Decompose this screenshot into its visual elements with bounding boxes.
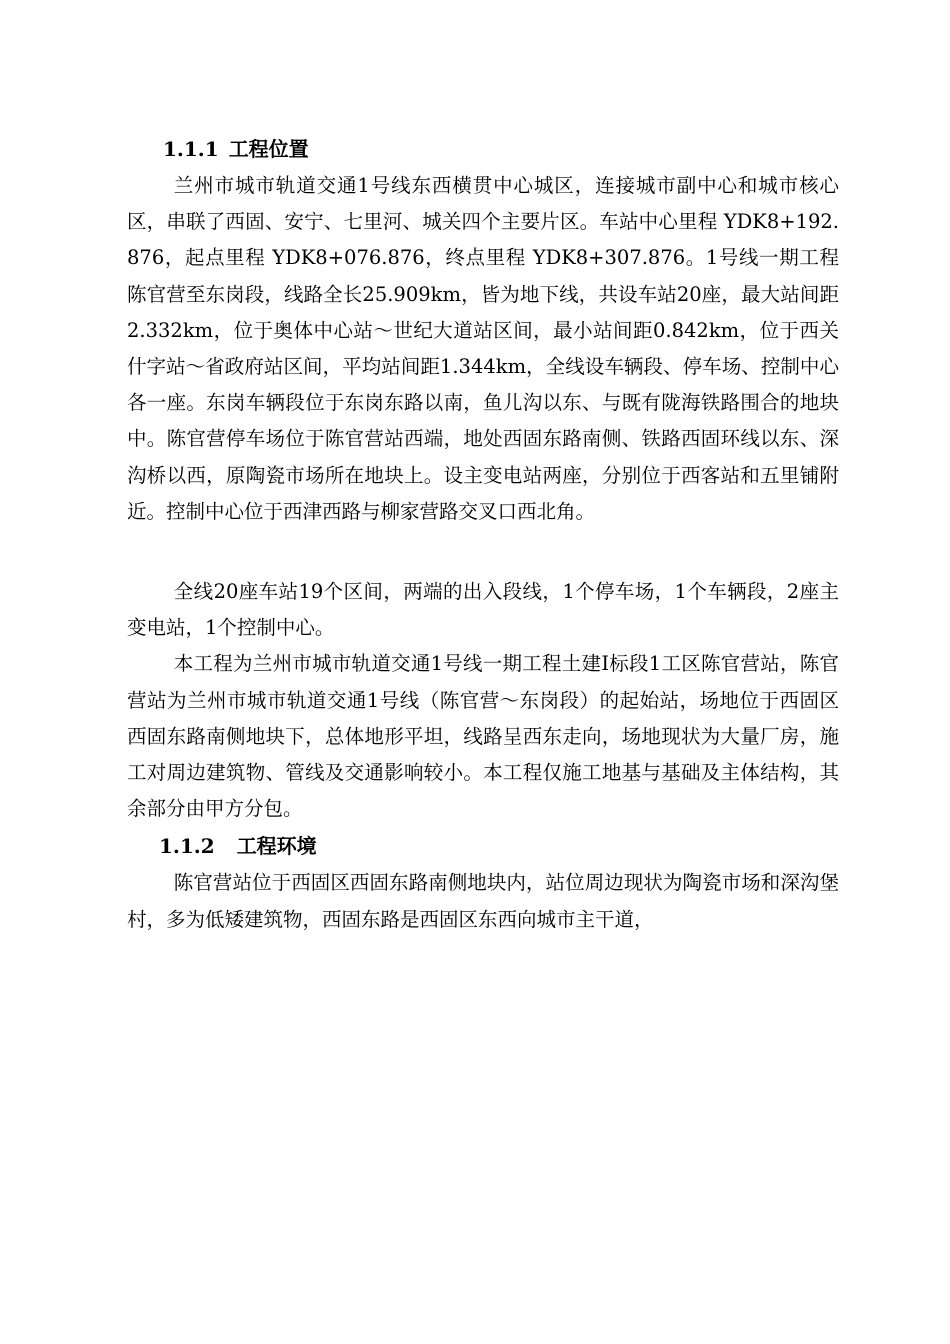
section-title: 工程位置 xyxy=(228,137,309,161)
section-heading-1-1-2 xyxy=(159,827,839,865)
section-heading-1-1-1 xyxy=(163,130,839,168)
paragraph-project-scope: 本工程为兰州市城市轨道交通1号线一期工程土建Ⅰ标段1工区陈官营站，陈官营站为兰州市城市轨道交通1号线（陈官营～东岗段）的起始站，场地位于西固区西固东路南侧地块下，总体地形平坦，线路呈西东走向，场地现状为大量厂房，施工对周边建筑物、管线及交通影响较小。本工程仅施工地基与基础及主体结构，其余部分由甲方分包。 xyxy=(127,652,839,821)
paragraph-environment: 陈官营站位于西固区西固东路南侧地块内，站位周边现状为陶瓷市场和深沟堡村，多为低矮建筑物，西固东路是西固区东西向城市主干道， xyxy=(127,871,839,931)
paragraph-line-summary: 全线20座车站19个区间，两端的出入段线，1个停车场，1个车辆段，2座主变电站，1个控制中心。 xyxy=(127,580,839,640)
section-number: 1.1.1 xyxy=(163,137,219,161)
section-number: 1.1.2 xyxy=(159,834,215,859)
paragraph-gap xyxy=(127,530,839,574)
paragraph-location: 兰州市城市轨道交通1号线东西横贯中心城区，连接城市副中心和城市核心区，串联了西固、安宁、七里河、城关四个主要片区。车站中心里程 YDK8+192.876，起点里程 YDK8+076.876，终点里程 YDK8+307.876。1号线一期工程陈官营至东岗段，线路全长25.909km，皆为地下线，共设车站20座，最大站间距2.332km，位于奥体中心站～世纪大道站区间，最小站间距0.842km，位于西关什字站～省政府站区间，平均站间距1.344km，全线设车辆段、停车场、控制中心各一座。东岗车辆段位于东岗东路以南，鱼儿沟以东、与既有陇海铁路围合的地块中。陈官营停车场位于陈官营站西端，地处西固东路南侧、铁路西固环线以东、深沟桥以西，原陶瓷市场所在地块上。设主变电站两座，分别位于西客站和五里铺附近。控制中心位于西津西路与柳家营路交叉口西北角。 xyxy=(127,174,839,523)
section-title: 工程环境 xyxy=(236,834,317,859)
document-body xyxy=(127,130,839,938)
